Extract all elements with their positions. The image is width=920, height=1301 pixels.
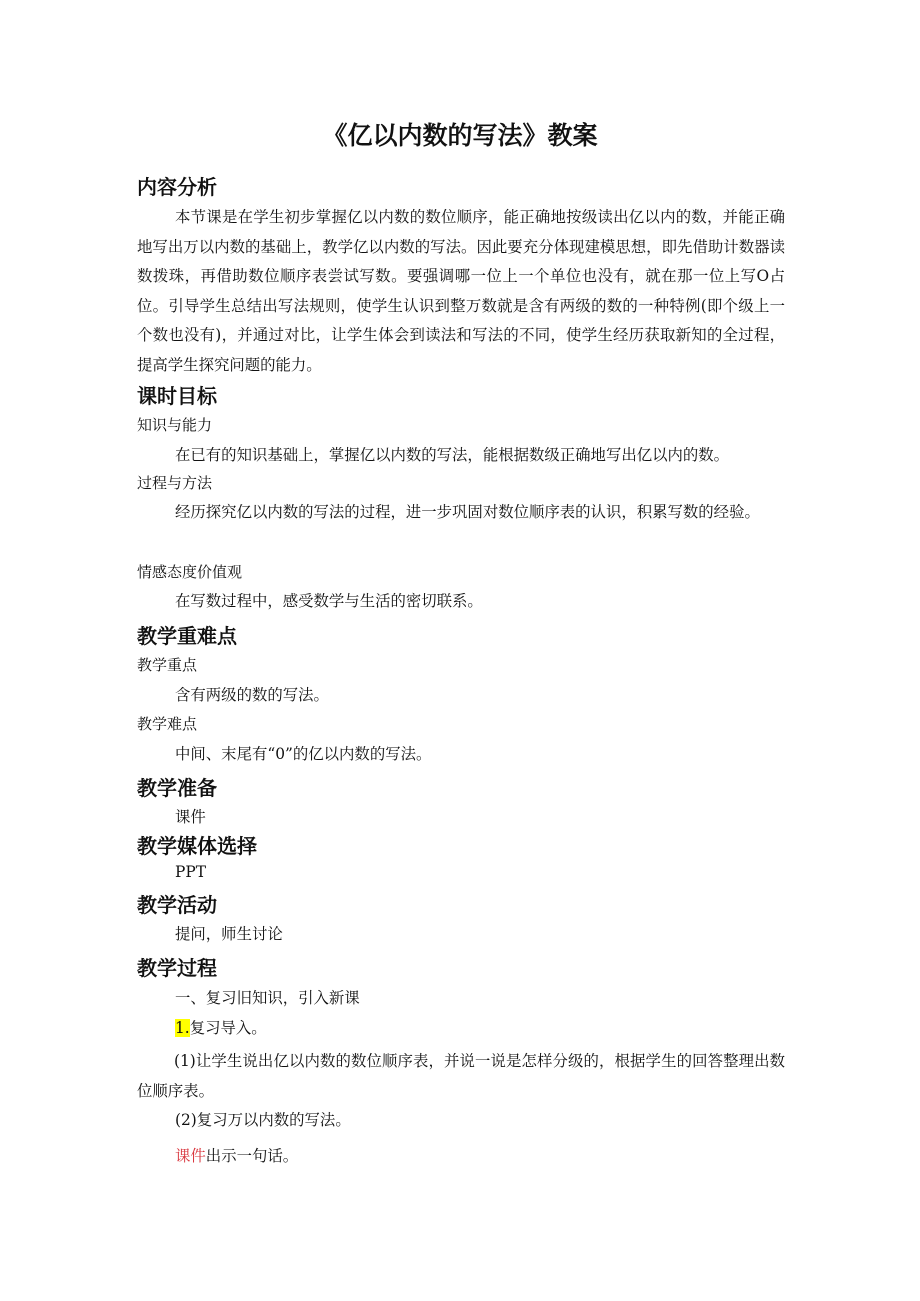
heading-media: 教学媒体选择	[137, 834, 257, 858]
highlighted-item-number: 1.	[175, 1019, 190, 1037]
courseware-rest: 出示一句话。	[205, 1147, 299, 1165]
goal-emotion-text: 在写数过程中，感受数学与生活的密切联系。	[175, 592, 483, 610]
courseware-label: 课件	[175, 1147, 206, 1165]
key-point-label: 教学重点	[137, 656, 198, 674]
difficult-point-text: 中间、末尾有“0”的亿以内数的写法。	[175, 745, 432, 763]
key-point-text: 含有两级的数的写法。	[175, 686, 329, 704]
heading-activities: 教学活动	[137, 893, 217, 917]
courseware-line	[175, 1145, 298, 1167]
process-sub-1: (1)让学生说出亿以内数的数位顺序表，并说一说是怎样分级的，根据学生的回答整理出数位顺序表。	[137, 1052, 785, 1100]
heading-preparation: 教学准备	[137, 776, 217, 800]
preparation-text: 课件	[175, 808, 206, 826]
heading-content-analysis: 内容分析	[137, 175, 217, 199]
media-text: PPT	[175, 863, 206, 881]
goal-knowledge-label: 知识与能力	[137, 416, 213, 434]
activities-text: 提问，师生讨论	[175, 925, 283, 943]
process-item-1	[175, 1017, 267, 1039]
document-title: 《亿以内数的写法》教案	[322, 121, 598, 150]
goal-process-text: 经历探究亿以内数的写法的过程，进一步巩固对数位顺序表的认识，积累写数的经验。	[175, 503, 760, 521]
heading-process: 教学过程	[137, 956, 217, 980]
heading-lesson-goals: 课时目标	[137, 384, 217, 408]
difficult-point-label: 教学难点	[137, 715, 198, 733]
process-sub-2: (2)复习万以内数的写法。	[175, 1111, 351, 1129]
process-step-1: 一、复习旧知识，引入新课	[175, 989, 360, 1007]
heading-key-points: 教学重难点	[137, 624, 237, 648]
goal-emotion-label: 情感态度价值观	[137, 563, 243, 581]
content-analysis-paragraph: 本节课是在学生初步掌握亿以内数的数位顺序，能正确地按级读出亿以内的数，并能正确地写出万以内数的基础上，教学亿以内数的写法。因此要充分体现建模思想，即先借助计数器读数拨珠，再借助数位顺序表尝试写数。要强调哪一位上一个单位也没有，就在那一位上写O占位。引导学生总结出写法规则，使学生认识到整万数就是含有两级的数的一种特例(即个级上一个数也没有)，并通过对比，让学生体会到读法和写法的不同，使学生经历获取新知的全过程，提高学生探究问题的能力。	[137, 208, 785, 374]
goal-process-label: 过程与方法	[137, 474, 213, 492]
goal-knowledge-text: 在已有的知识基础上，掌握亿以内数的写法，能根据数级正确地写出亿以内的数。	[175, 446, 730, 464]
item-1-text: 复习导入。	[189, 1019, 267, 1037]
